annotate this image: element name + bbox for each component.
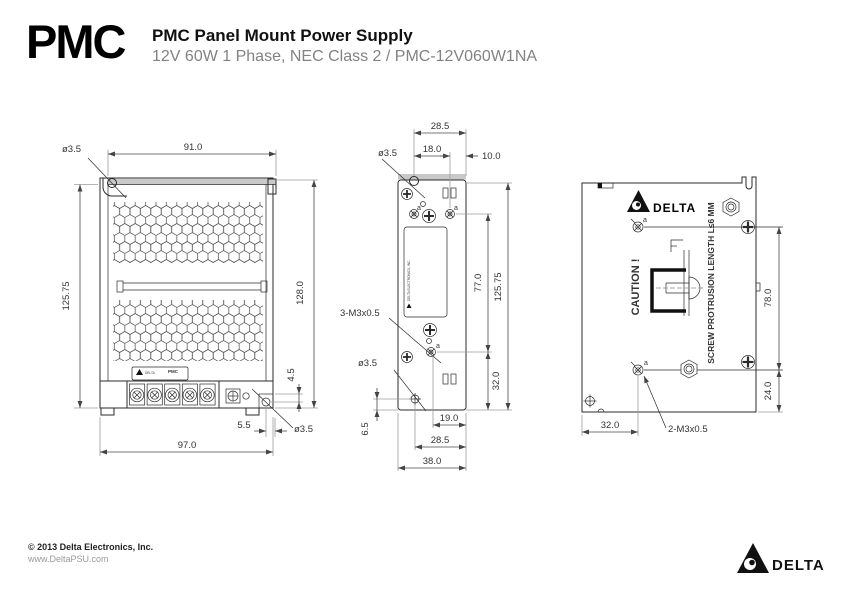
front-label-model: PMC: [168, 369, 178, 374]
dim-front-hole-v: 4.5: [286, 368, 297, 382]
caution-text: CAUTION !: [630, 258, 642, 316]
back-view: [582, 177, 783, 436]
side-label-brand: DELTA ELECTRONICS, INC.: [407, 259, 411, 301]
side-nameplate: [404, 227, 447, 317]
vent-honeycomb-lower: [113, 300, 263, 361]
page-subtitle: 12V 60W 1 Phase, NEC Class 2 / PMC-12V060W1NA: [152, 48, 538, 65]
dim-side-height-lower: 32.0: [491, 371, 502, 391]
thread-label-side: 3-M3x0.5: [340, 308, 380, 319]
phillips-screw-icon: [424, 324, 437, 337]
phillips-screw-icon: [742, 356, 755, 369]
dim-front-top-width: 91.0: [183, 142, 203, 153]
dim-side-height-full: 125.75: [493, 272, 504, 302]
dim-back-height-upper: 78.0: [763, 288, 774, 308]
dim-back-height-lower: 24.0: [763, 381, 774, 401]
adjust-pot-icon: [226, 389, 240, 403]
dim-side-bottom-offset: 6.5: [360, 422, 371, 436]
corner-pilot-hole: [584, 395, 597, 408]
dim-side-hole-bottom: ø3.5: [358, 358, 378, 369]
led-hole-icon: [243, 393, 249, 399]
front-view: [61, 142, 318, 456]
tapped-hole-icon: [631, 362, 643, 375]
phillips-screw-icon: [402, 189, 413, 200]
page-title: PMC Panel Mount Power Supply: [152, 26, 413, 45]
hole-marker-a: a: [454, 205, 458, 212]
screw-protrusion-note: SCREW PROTRUSION LENGTH L≤6 MM: [706, 202, 716, 364]
back-brand-text: DELTA: [653, 201, 697, 215]
dim-front-bottom-width: 97.0: [177, 440, 197, 451]
dim-side-bottom-w1: 19.0: [439, 413, 459, 424]
delta-logo: [627, 190, 696, 215]
screw-mount-diagram: [652, 240, 704, 316]
delta-triangle-icon: [136, 369, 143, 375]
thread-label-back: 2-M3x0.5: [668, 424, 708, 435]
vent-slot: [443, 374, 448, 384]
phillips-screw-icon: [742, 221, 755, 234]
mid-rail: [117, 281, 267, 292]
footer-copyright: © 2013 Delta Electronics, Inc.: [28, 542, 154, 552]
dim-front-hole-bottom: ø3.5: [294, 424, 314, 435]
dim-side-top-left: 18.0: [422, 144, 442, 155]
vent-slot: [451, 374, 456, 384]
pilot-hole-icon: [427, 339, 432, 344]
dim-side-hole-top: ø3.5: [377, 148, 397, 159]
hole-marker-a: a: [644, 360, 648, 367]
dim-front-right-height: 128.0: [295, 281, 306, 305]
terminal-screw-icon: [130, 388, 214, 402]
tapped-hole-icon: [631, 219, 643, 232]
dim-side-bottom-w3: 38.0: [422, 456, 442, 467]
hole-marker-a: a: [417, 205, 421, 212]
phillips-screw-icon: [402, 352, 413, 363]
dim-front-left-height: 125.75: [61, 281, 72, 311]
dim-front-hole-top: ø3.5: [62, 144, 82, 155]
vent-slot: [443, 188, 448, 198]
dim-side-height-upper: 77.0: [473, 273, 484, 293]
vent-honeycomb-upper: [113, 202, 263, 263]
front-nameplate: [132, 367, 188, 380]
dim-back-bottom-width: 32.0: [600, 420, 620, 431]
dim-side-top-right: 10.0: [482, 151, 501, 162]
dim-front-hole-h: 5.5: [237, 420, 251, 431]
hole-marker-a: a: [436, 343, 440, 350]
dim-side-bottom-w2: 28.5: [430, 435, 450, 446]
terminal-block: [127, 381, 219, 408]
phillips-screw-icon: [423, 210, 436, 223]
pilot-hole-icon: [421, 202, 426, 207]
dim-side-top-full: 28.5: [430, 121, 450, 132]
footer-brand-text: DELTA: [772, 557, 825, 574]
hex-nut-icon: [723, 198, 739, 216]
side-view: [340, 121, 512, 471]
hole-marker-a: a: [643, 217, 647, 224]
vent-slot: [451, 188, 456, 198]
front-label-brand: DELTA: [145, 371, 155, 375]
footer-website: www.DeltaPSU.com: [28, 554, 109, 564]
hex-nut-icon: [681, 360, 697, 378]
product-series-logo: PMC: [26, 15, 125, 68]
